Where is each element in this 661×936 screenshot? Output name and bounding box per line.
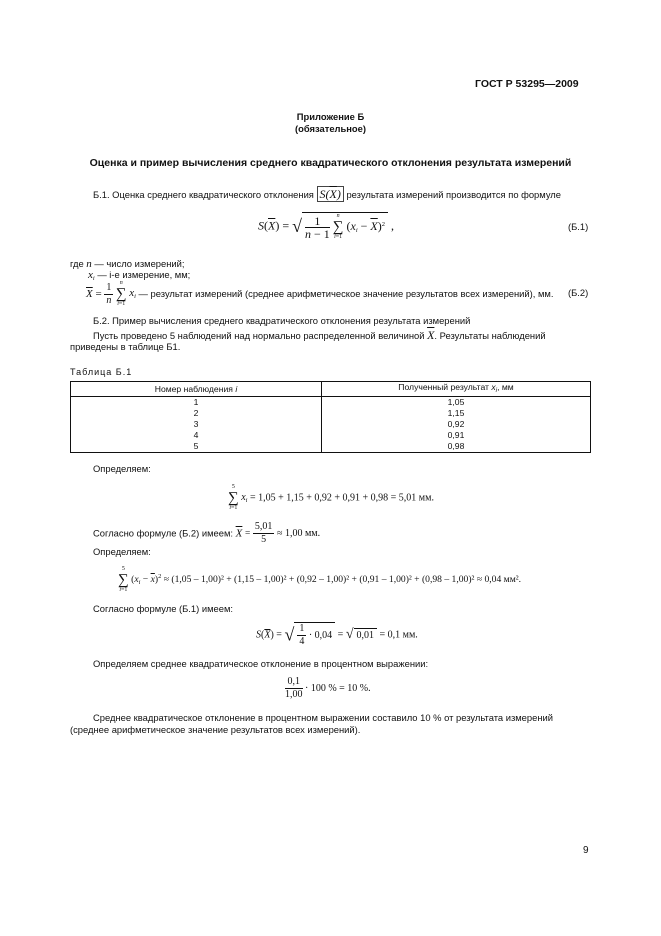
percent-denominator: 1,00 xyxy=(285,689,303,700)
where-mean-line: $\overline{X}$ = $\frac{1}{n}$ n ∑ i=1 $x_i$ — результат измерений (среднее арифметическое значение результатов всех измерений), мм. xyxy=(86,280,554,307)
table-cell-number: 1 xyxy=(71,397,322,409)
squares-equation: ≈ (1,05 – 1,00)² + (1,15 – 1,00)² + (0,92 – 1,00)² + (0,91 – 1,00)² + (0,98 – 1,00)² ≈ 0,04 мм². xyxy=(163,573,522,585)
determine-label-1: Определяем: xyxy=(93,463,151,474)
appendix-status: (обязательное) xyxy=(295,123,366,134)
b2-title: Б.2. Пример вычисления среднего квадратического отклонения результата измерений xyxy=(93,315,471,326)
table-row xyxy=(71,441,591,453)
mean-numerator: 5,01 xyxy=(254,521,273,532)
mean-denominator: 5 xyxy=(261,534,267,545)
table-cell-number: 3 xyxy=(71,419,322,430)
table-cell-result: 0,98 xyxy=(322,441,591,453)
table-cell-number: 2 xyxy=(71,408,322,419)
b2-para-part2: . Результаты наблюдений xyxy=(434,330,546,341)
by-b1-label: Согласно формуле (Б.1) имеем: xyxy=(93,603,234,614)
s-x-symbol: $S(\overline{X})$ xyxy=(317,186,344,202)
b2-paragraph-line2: приведены в таблице Б1. xyxy=(70,341,181,352)
percent-equation: · 100 % = 10 %. xyxy=(305,683,371,694)
table-cell-result: 0,92 xyxy=(322,419,591,430)
conclusion-line1: Среднее квадратическое отклонение в процентном выражении составило 10 % от результата измерений xyxy=(93,712,553,723)
n-description: — число измерений; xyxy=(94,258,185,269)
b1-text-after: результата измерений производится по формуле xyxy=(346,189,561,200)
s-formula: $S(\overline{X})$ = √ $\frac{1}{4}$ · 0,04 = √ 0,01 = 0,1 мм. xyxy=(256,623,418,647)
table-caption: Таблица Б.1 xyxy=(70,367,133,377)
where-label: где xyxy=(70,258,84,269)
squares-formula: 5 ∑ i=1 $(x_i - \overline{x})^2 \approx (1,05 - 1,00)^2 + (1,15 - 1,00)^2 + (0,92 - 1,00)^2 + (0,91 - 1,00)^2 + (0,98 - 1,00)^2 \approx 0,04$ мм². xyxy=(118,566,522,593)
table-cell-result: 0,91 xyxy=(322,430,591,441)
table-row xyxy=(71,397,591,409)
where-xi-line: $x_i$ — i-е измерение, мм; xyxy=(88,269,191,282)
b2-para-part1: Пусть проведено 5 наблюдений над нормально распределенной величиной xyxy=(93,330,425,341)
percent-formula xyxy=(285,676,371,701)
table-cell-result: 1,05 xyxy=(322,397,591,409)
s-mid: · 0,04 xyxy=(308,630,333,641)
table-cell-number: 5 xyxy=(71,441,322,453)
table-cell-number: 4 xyxy=(71,430,322,441)
determine-label-2: Определяем: xyxy=(93,546,151,557)
b2-paragraph-line1: Пусть проведено 5 наблюдений над нормально распределенной величиной $\overline{X}$. Результаты наблюдений xyxy=(93,328,546,342)
formula-b1-number: (Б.1) xyxy=(568,221,589,232)
conclusion-line2: (среднее арифметическое значение результатов всех измерений). xyxy=(70,724,361,735)
percent-intro: Определяем среднее квадратическое отклонение в процентном выражении: xyxy=(93,658,429,669)
observations-table xyxy=(70,381,591,453)
mean-description: — результат измерений (среднее арифметическое значение результатов всех измерений), мм. xyxy=(138,287,554,299)
b1-text-before: Б.1. Оценка среднего квадратического отклонения xyxy=(93,189,314,200)
s-frac-denominator: 4 xyxy=(299,636,305,647)
formula-b2-number: (Б.2) xyxy=(568,287,589,298)
table-row xyxy=(71,408,591,419)
mean-equation: ≈ 1,00 мм. xyxy=(276,528,321,539)
table-header-result: Полученный результат $x_i$, мм xyxy=(322,382,591,397)
table-cell-result: 1,15 xyxy=(322,408,591,419)
s-root2: 0,01 xyxy=(354,628,378,642)
table-row xyxy=(71,419,591,430)
by-b2-label: Согласно формуле (Б.2) имеем: xyxy=(93,527,234,539)
table-row xyxy=(71,430,591,441)
sum-formula: 5 ∑ i=1 $x_i = 1,05 + 1,15 + 0,92 + 0,91 + 0,98 = 5,01$ мм. xyxy=(228,484,434,511)
standard-number: ГОСТ Р 53295—2009 xyxy=(475,78,579,90)
s-frac-numerator: 1 xyxy=(299,623,305,634)
percent-numerator: 0,1 xyxy=(285,676,303,689)
section-title: Оценка и пример вычисления среднего квадратического отклонения результата измерений xyxy=(89,157,572,169)
formula-b1: $S(\overline{X})$ = √ $\frac{1}{n - 1}$ n ∑ i=1 $(x_i - \overline{X})^2$ , xyxy=(258,213,394,241)
appendix-title: Приложение Б xyxy=(296,111,365,122)
table-header-number: Номер наблюдения i xyxy=(71,382,322,397)
sum-equation: = 1,05 + 1,15 + 0,92 + 0,91 + 0,98 = 5,01 мм. xyxy=(249,492,434,504)
s-equation: = 0,1 мм. xyxy=(379,629,418,641)
page-number: 9 xyxy=(583,845,589,856)
xi-description: — i-е измерение, мм; xyxy=(97,269,191,280)
b1-paragraph xyxy=(93,187,561,203)
where-n-line: где n — число измерений; xyxy=(70,258,185,270)
by-b2-line: Согласно формуле (Б.2) имеем: $\overline{X}$ = $\frac{5,01}{5}$ ≈ 1,00 мм. xyxy=(93,521,321,545)
